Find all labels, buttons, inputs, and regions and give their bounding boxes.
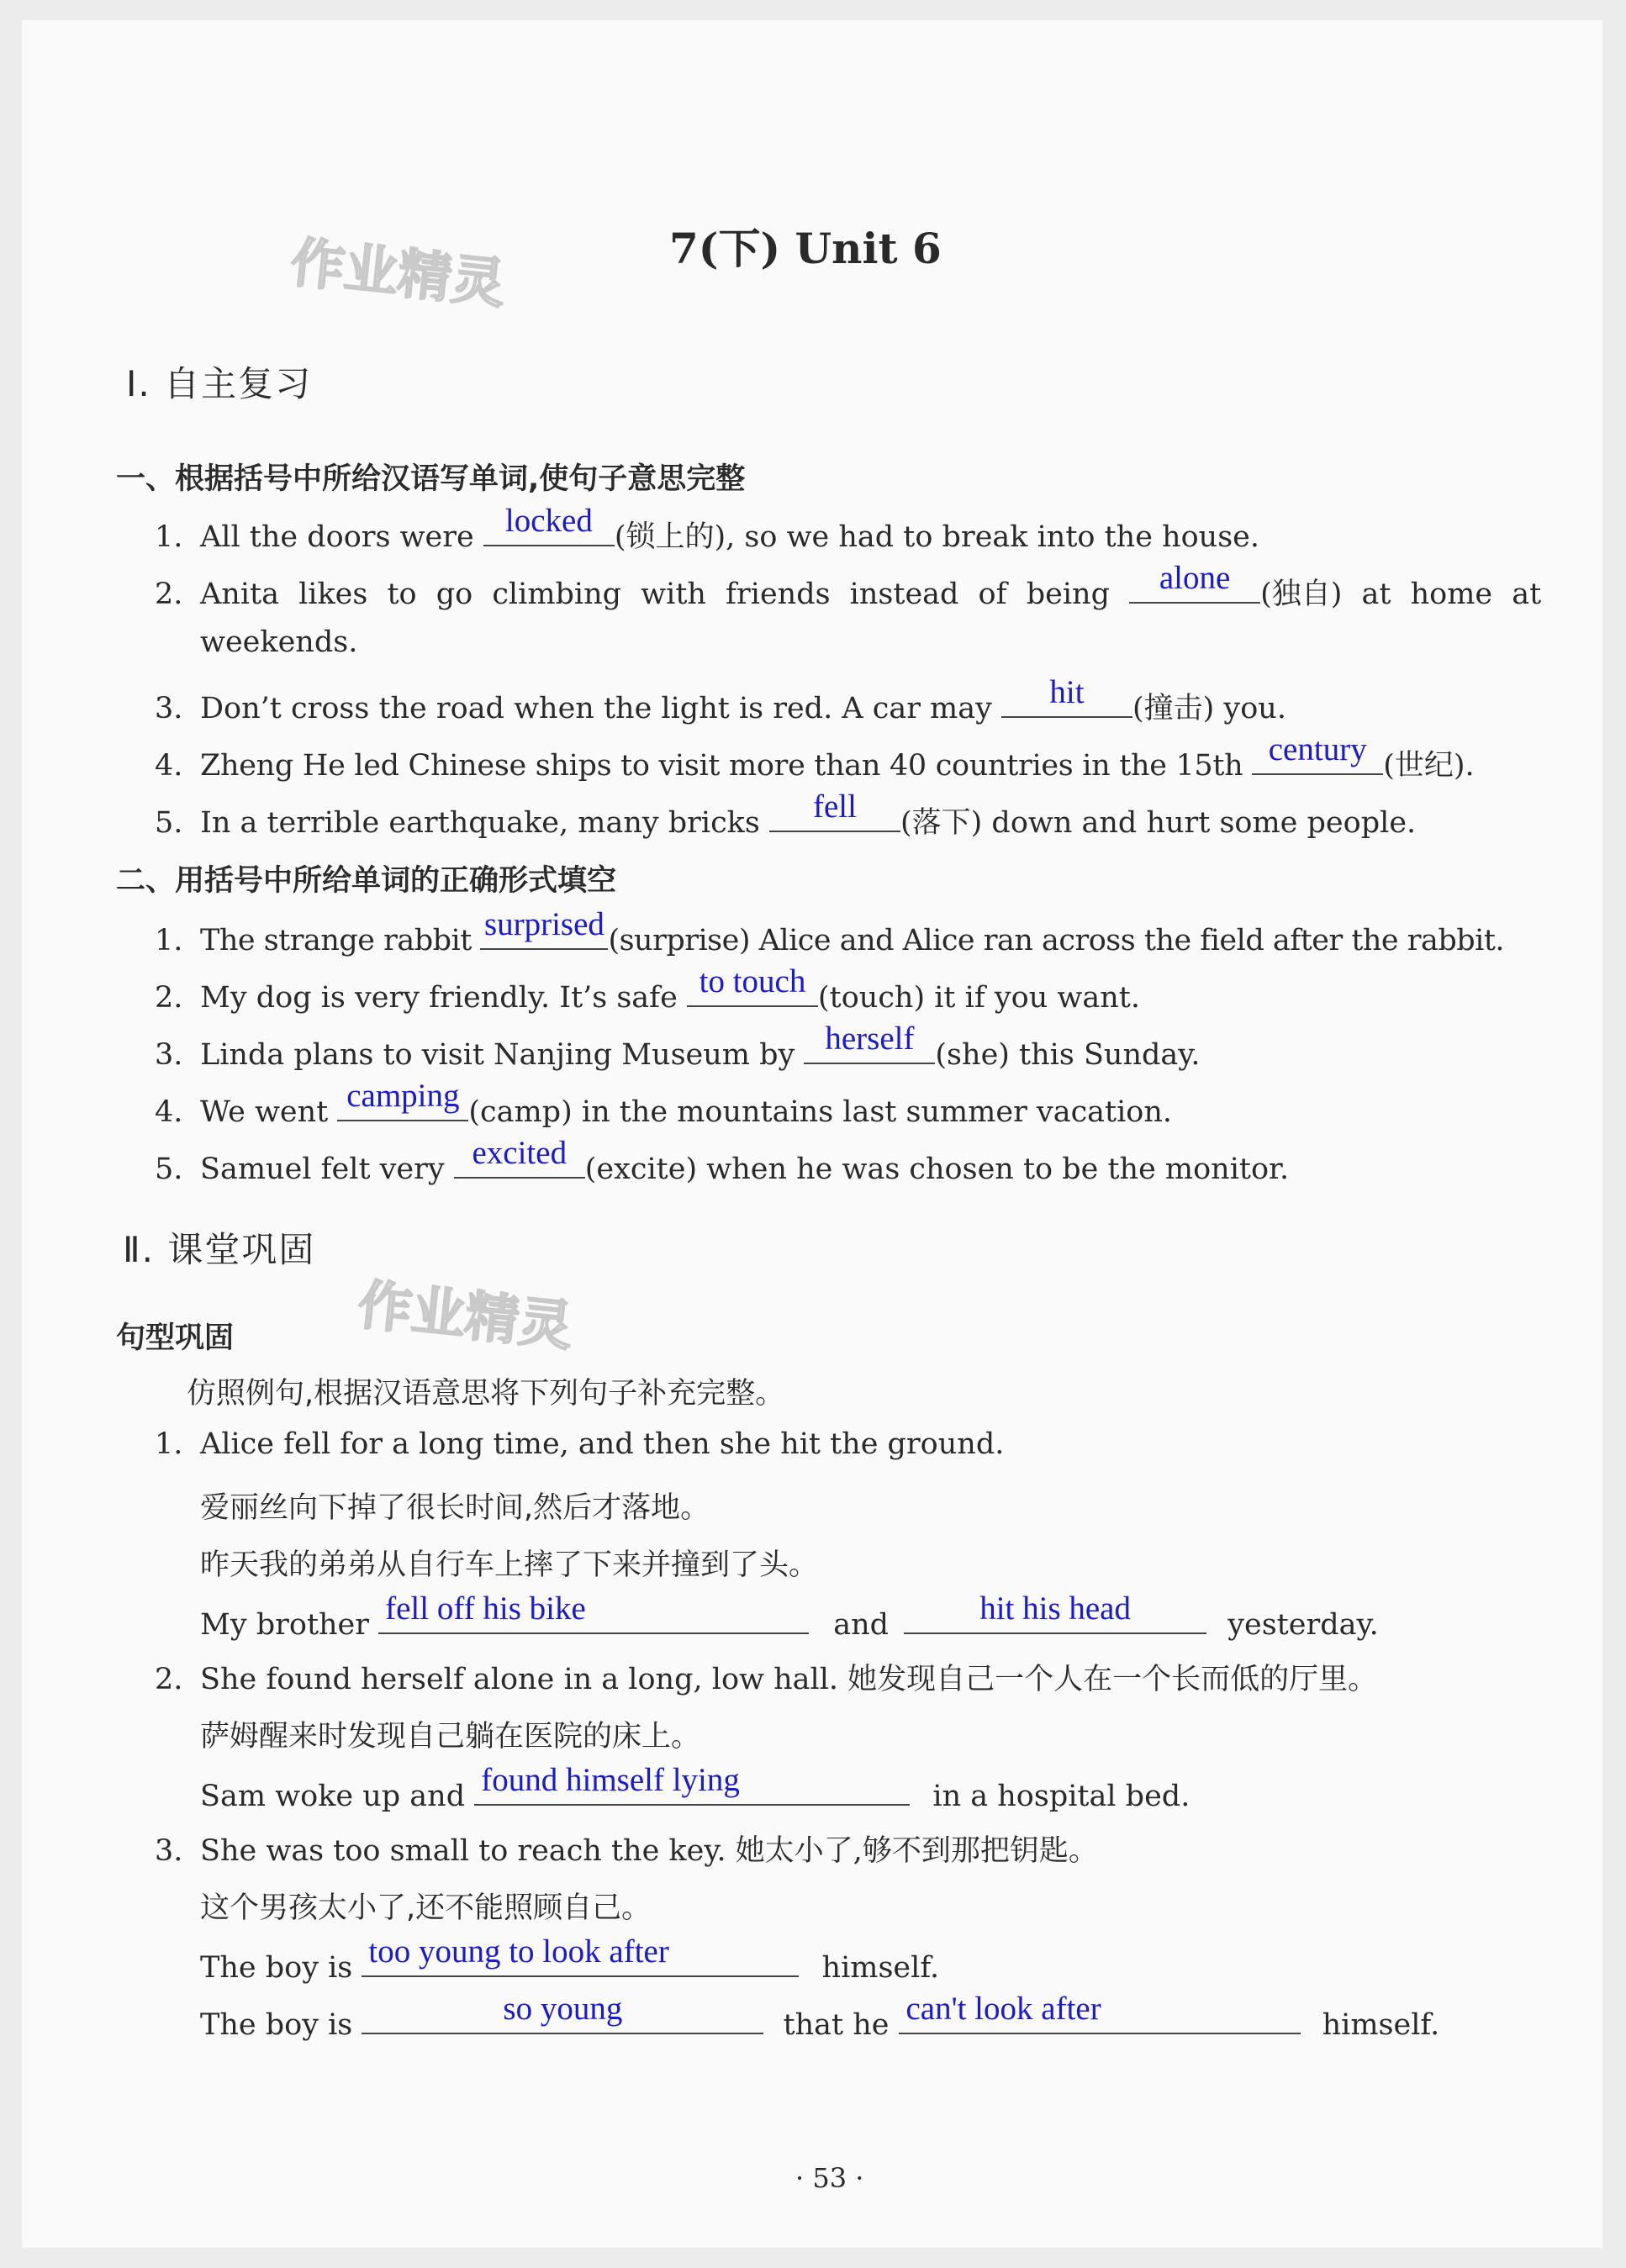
answer-blank[interactable] xyxy=(687,963,818,1007)
answer-blank[interactable] xyxy=(362,1991,763,2034)
handwritten-answer: camping xyxy=(346,1078,460,1114)
example-sentence: Alice fell for a long time, and then she hit the ground. xyxy=(200,1427,1005,1461)
line-text-post: himself. xyxy=(1322,2008,1440,2042)
part-a-item-1 xyxy=(155,503,1260,556)
handwritten-answer: fell off his bike xyxy=(385,1590,586,1627)
section-2-heading: Ⅱ. 课堂巩固 xyxy=(123,1229,316,1270)
line-text-post: yesterday. xyxy=(1227,1608,1379,1642)
section-2-subheading: 句型巩固 xyxy=(116,1321,235,1355)
answer-blank[interactable] xyxy=(337,1078,468,1121)
page-number: · 53 · xyxy=(795,2162,864,2194)
item-number: 3. xyxy=(155,692,183,725)
item-text-pre: Don’t cross the road when the light is red. A car may xyxy=(200,692,1001,725)
line-text-pre: Sam woke up and xyxy=(200,1780,475,1813)
item-number: 3. xyxy=(155,1834,183,1868)
part-b-item-2 xyxy=(155,963,1140,1015)
item-text-pre: All the doors were xyxy=(200,520,483,554)
item-number: 2. xyxy=(155,578,183,611)
item-number: 3. xyxy=(155,1038,183,1072)
answer-blank[interactable] xyxy=(904,1590,1206,1634)
item-number: 1. xyxy=(155,924,183,957)
answer-blank[interactable] xyxy=(899,1991,1301,2034)
line-text-pre: The boy is xyxy=(200,1951,362,1985)
q1-answer-line xyxy=(200,1590,1379,1642)
answer-blank[interactable] xyxy=(804,1021,935,1064)
item-number: 4. xyxy=(155,749,183,783)
line-text-pre: My brother xyxy=(200,1608,379,1642)
item-number: 5. xyxy=(155,806,183,840)
answer-blank[interactable] xyxy=(769,789,900,832)
item-text-post: (世纪). xyxy=(1383,749,1475,783)
item-text-pre: Samuel felt very xyxy=(200,1152,454,1186)
watermark-top: 作业精灵 xyxy=(288,231,509,317)
q2-prompt: 萨姆醒来时发现自己躺在医院的床上。 xyxy=(200,1720,701,1754)
line-text-post: himself. xyxy=(821,1951,940,1985)
handwritten-answer: to touch xyxy=(699,963,806,1000)
section-2-instruction: 仿照例句,根据汉语意思将下列句子补充完整。 xyxy=(187,1377,785,1411)
item-text-post: (excite) when he was chosen to be the monitor. xyxy=(584,1152,1290,1186)
q1-example xyxy=(155,1427,1004,1461)
item-text-post: (落下) down and hurt some people. xyxy=(900,806,1417,840)
handwritten-answer: found himself lying xyxy=(481,1762,740,1798)
item-text-pre: My dog is very friendly. It’s safe xyxy=(200,981,687,1015)
handwritten-answer: hit xyxy=(1049,674,1085,710)
part-a-item-4 xyxy=(155,731,1475,784)
part-a-item-2-continued: weekends. xyxy=(200,625,358,659)
handwritten-answer: too young to look after xyxy=(368,1933,669,1970)
line-text-mid: and xyxy=(833,1608,890,1642)
handwritten-answer: locked xyxy=(504,503,593,539)
example-sentence: She found herself alone in a long, low hall. 她发现自己一个人在一个长而低的厅里。 xyxy=(200,1663,1378,1696)
q1-prompt: 昨天我的弟弟从自行车上摔了下来并撞到了头。 xyxy=(200,1548,819,1582)
q3-example xyxy=(155,1828,1098,1870)
answer-blank[interactable] xyxy=(480,906,608,950)
item-text-post: (she) this Sunday. xyxy=(935,1038,1201,1072)
handwritten-answer: hit his head xyxy=(979,1590,1131,1627)
item-number: 2. xyxy=(155,1663,183,1696)
q2-example xyxy=(155,1656,1377,1698)
handwritten-answer: fell xyxy=(813,789,857,825)
part-b-heading: 二、用括号中所给单词的正确形式填空 xyxy=(116,864,617,898)
handwritten-answer: surprised xyxy=(483,906,604,942)
answer-blank[interactable] xyxy=(483,503,615,546)
item-text-pre: Anita likes to go climbing with friends instead of being xyxy=(200,578,1130,611)
answer-blank[interactable] xyxy=(1001,674,1132,718)
item-text-post: (撞击) you. xyxy=(1132,692,1286,725)
handwritten-answer: can't look after xyxy=(905,1991,1101,2027)
item-number: 2. xyxy=(155,981,183,1015)
item-text-post: (camp) in the mountains last summer vacation. xyxy=(468,1095,1173,1129)
worksheet-page xyxy=(22,20,1602,2248)
part-a-item-3 xyxy=(155,674,1286,727)
line-text-pre: The boy is xyxy=(200,2008,362,2042)
item-text-post: (锁上的), so we had to break into the house. xyxy=(614,520,1260,554)
answer-blank[interactable] xyxy=(362,1933,799,1977)
q2-answer-line xyxy=(200,1762,1190,1813)
line-text-post: in a hospital bed. xyxy=(932,1780,1190,1813)
item-text-pre: Linda plans to visit Nanjing Museum by xyxy=(200,1038,805,1072)
part-b-item-4 xyxy=(155,1078,1173,1129)
item-text-post: (touch) it if you want. xyxy=(817,981,1140,1015)
handwritten-answer: excited xyxy=(472,1135,568,1171)
page-title: 7(下) Unit 6 xyxy=(669,224,942,273)
line-text-mid: that he xyxy=(783,2008,890,2042)
handwritten-answer: alone xyxy=(1159,560,1231,596)
part-b-item-5 xyxy=(155,1135,1290,1186)
part-a-item-2 xyxy=(155,560,1542,613)
answer-blank[interactable] xyxy=(474,1762,910,1806)
part-b-item-1 xyxy=(155,906,1505,957)
example-sentence: She was too small to reach the key. 她太小了,够不到那把钥匙。 xyxy=(200,1834,1098,1868)
handwritten-answer: century xyxy=(1268,731,1367,767)
item-text-pre: Zheng He led Chinese ships to visit more than 40 countries in the 15th xyxy=(200,749,1253,783)
part-a-heading: 一、根据括号中所给汉语写单词,使句子意思完整 xyxy=(116,462,746,496)
item-text-pre: In a terrible earthquake, many bricks xyxy=(200,806,769,840)
watermark-middle: 作业精灵 xyxy=(355,1274,576,1359)
answer-blank[interactable] xyxy=(454,1135,585,1179)
section-1-heading: Ⅰ. 自主复习 xyxy=(126,363,313,404)
answer-blank[interactable] xyxy=(1129,560,1260,604)
item-text-post: (独自) at home at xyxy=(1260,578,1542,611)
item-number: 1. xyxy=(155,520,183,554)
part-a-item-5 xyxy=(155,789,1417,841)
item-text-post: (surprise) Alice and Alice ran across the field after the rabbit. xyxy=(608,924,1505,957)
q3-prompt: 这个男孩太小了,还不能照顾自己。 xyxy=(200,1891,652,1925)
answer-blank[interactable] xyxy=(378,1590,809,1634)
item-text-pre: The strange rabbit xyxy=(200,924,481,957)
item-text-pre: We went xyxy=(200,1095,338,1129)
handwritten-answer: so young xyxy=(503,1991,623,2027)
q1-example-translation: 爱丽丝向下掉了很长时间,然后才落地。 xyxy=(200,1491,710,1525)
handwritten-answer: herself xyxy=(825,1021,915,1057)
q3-answer-line-1 xyxy=(200,1933,940,1985)
q3-answer-line-2 xyxy=(200,1991,1440,2042)
answer-blank[interactable] xyxy=(1252,731,1383,775)
item-number: 5. xyxy=(155,1152,183,1186)
part-b-item-3 xyxy=(155,1021,1201,1072)
item-number: 1. xyxy=(155,1427,183,1461)
item-number: 4. xyxy=(155,1095,183,1129)
